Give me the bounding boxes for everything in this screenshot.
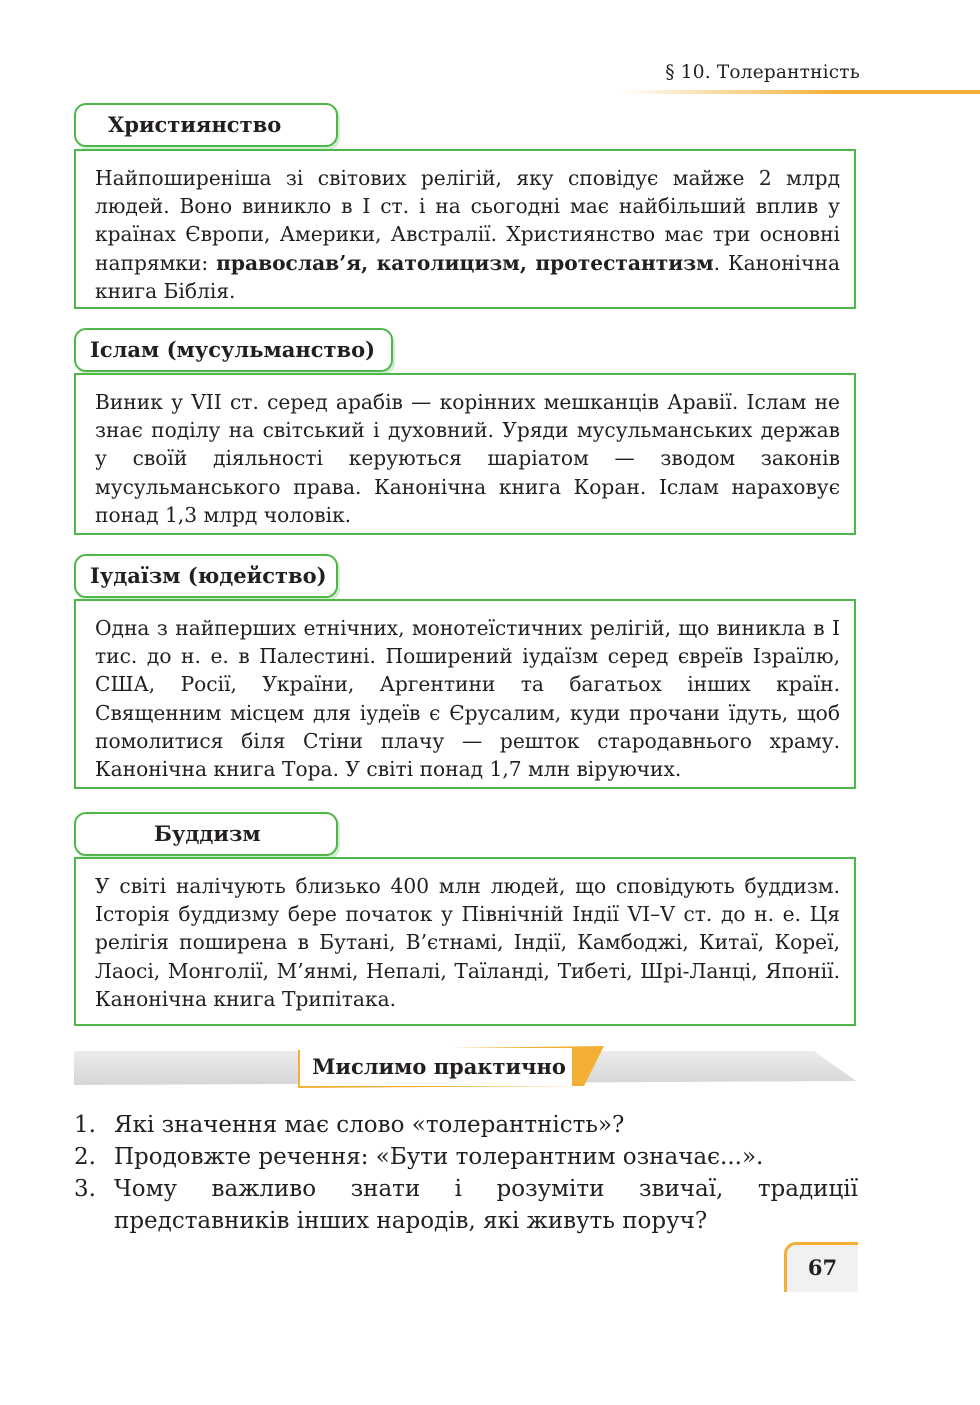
christianity-branches: православ’я, католицизм, протестантизм <box>216 250 714 275</box>
question-item <box>74 1173 858 1237</box>
practice-title: Мислимо практично <box>312 1054 566 1079</box>
practice-banner <box>294 1044 604 1090</box>
christianity-text-end: . Канонічна книга Біблія. <box>95 250 840 303</box>
christianity-text-box <box>74 149 856 309</box>
buddhism-text: У світі налічують близько 400 млн людей, що сповідують буддизм. Історія буддизму бере початок у Північній Індії VI–V ст. до н. е. Ця релігія поширена в Бутані, В’єтнамі, Індії, Камбоджі, Китаї, Кореї, Лаосі, Монголії, М’янмі, Непалі, Таїланді, Тибеті, Шрі-Ланці, Японії. Канонічна книга Трипітака. <box>95 874 840 1011</box>
page-number: 67 <box>784 1242 858 1292</box>
header-rule <box>620 90 980 94</box>
buddhism-text-box <box>74 857 856 1026</box>
question-text: Продовжте речення: «Бути толерантним означає...». <box>114 1144 764 1170</box>
question-text: Чому важливо знати і розуміти звичаї, традиції представників інших народів, які живуть поруч? <box>114 1176 858 1234</box>
islam-label <box>74 328 393 372</box>
judaism-label-text: Іудаїзм (юдейство) <box>90 563 327 588</box>
judaism-label <box>74 554 338 598</box>
section-title: § 10. Толерантність <box>665 62 860 83</box>
question-item <box>74 1141 858 1173</box>
buddhism-label <box>74 812 338 856</box>
islam-text: Виник у VII ст. серед арабів — корінних мешканців Аравії. Іслам не знає поділу на світський і духовний. Уряди мусульманських держав у своїй діяльності керуються шаріатом — зводом законів мусульманського права. Канонічна книга Коран. Іслам нараховує понад 1,3 млрд чоловік. <box>95 390 840 527</box>
islam-label-text: Іслам (мусульманство) <box>90 337 376 362</box>
questions-list <box>74 1109 858 1237</box>
judaism-text: Одна з найперших етнічних, монотеїстичних релігій, що виникла в I тис. до н. е. в Палестині. Поширений іудаїзм серед євреїв Ізраїлю, США, Росії, України, Аргентини та багатьох інших країн. Священним місцем для іудеїв є Єрусалим, куди прочани їдуть, щоб помолитися біля Стіни плачу — решток стародавнього храму. Канонічна книга Тора. У світі понад 1,7 млн віруючих. <box>95 616 840 782</box>
christianity-label <box>74 103 338 147</box>
islam-text-box <box>74 373 856 535</box>
christianity-text: Найпоширеніша зі світових релігій, яку сповідує майже 2 млрд людей. Воно виникло в I ст. і на сьогодні має найбільший вплив у країнах Європи, Америки, Австралії. Християнство має три основні напрямки: <box>95 166 840 275</box>
page-header <box>0 58 980 98</box>
question-number: 3. <box>74 1176 96 1202</box>
judaism-text-box <box>74 599 856 789</box>
buddhism-label-text: Буддизм <box>154 821 261 846</box>
question-item <box>74 1109 858 1141</box>
question-text: Які значення має слово «толерантність»? <box>114 1112 625 1138</box>
question-number: 1. <box>74 1112 96 1138</box>
question-number: 2. <box>74 1144 96 1170</box>
christianity-label-text: Християнство <box>108 112 282 137</box>
